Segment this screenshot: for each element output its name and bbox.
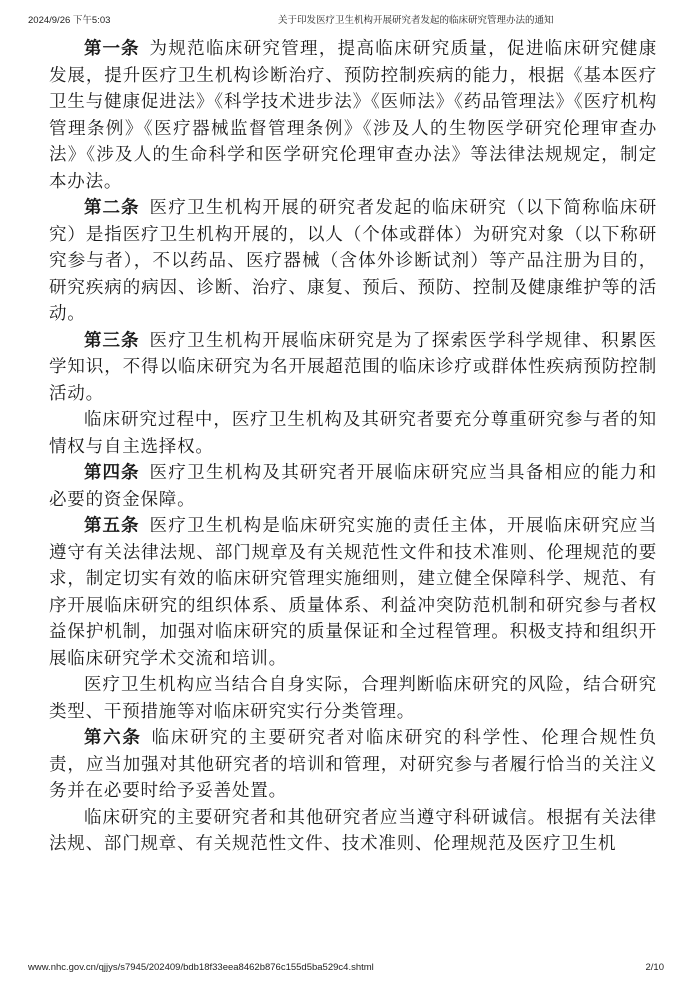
paragraph-text: 临床研究的主要研究者和其他研究者应当遵守科研诚信。根据有关法律法规、部门规章、有关规范性文件、技术准则、伦理规范及医疗卫生机 <box>49 807 657 854</box>
article-text: 为规范临床研究管理，提高临床研究质量，促进临床研究健康发展，提升医疗卫生机构诊断治疗、预防控制疾病的能力，根据《基本医疗卫生与健康促进法》《科学技术进步法》《医师法》《药品管理法》《医疗机构管理条例》《医疗器械监督管理条例》《涉及人的生物医学研究伦理审查办法》《涉及人的生命科学和医学研究伦理审查办法》等法律法规规定，制定本办法。 <box>49 39 657 192</box>
article-4-paragraph <box>49 460 657 513</box>
article-5-paragraph <box>49 513 657 672</box>
article-5-continued-paragraph <box>49 672 657 725</box>
article-text: 医疗卫生机构开展的研究者发起的临床研究（以下简称临床研究）是指医疗卫生机构开展的，以人（个体或群体）为研究对象（以下称研究参与者），不以药品、医疗器械（含体外诊断试剂）等产品注册为目的，研究疾病的病因、诊断、治疗、康复、预后、预防、控制及健康维护等的活动。 <box>49 198 657 324</box>
print-timestamp: 2024/9/26 下午5:03 <box>28 15 111 26</box>
article-text: 医疗卫生机构开展临床研究是为了探索医学科学规律、积累医学知识，不得以临床研究为名开展超范围的临床诊疗或群体性疾病预防控制活动。 <box>49 330 657 404</box>
page-url-link[interactable]: www.nhc.gov.cn/qjjys/s7945/202409/bdb18f33eea8462b876c155d5ba529c4.shtml <box>28 962 374 973</box>
article-6-continued-paragraph <box>49 805 657 858</box>
page-number: 2/10 <box>645 962 664 973</box>
article-heading: 第二条 <box>84 198 140 218</box>
article-heading: 第一条 <box>84 39 140 59</box>
document-body <box>49 36 657 858</box>
article-text: 医疗卫生机构是临床研究实施的责任主体，开展临床研究应当遵守有关法律法规、部门规章及有关规范性文件和技术准则、伦理规范的要求，制定切实有效的临床研究管理实施细则，建立健全保障科学、规范、有序开展临床研究的组织体系、质量体系、利益冲突防范机制和研究参与者权益保护机制，加强对临床研究的质量保证和全过程管理。积极支持和组织开展临床研究学术交流和培训。 <box>49 516 657 669</box>
print-footer <box>28 962 672 976</box>
article-text: 临床研究的主要研究者对临床研究的科学性、伦理合规性负责，应当加强对其他研究者的培训和管理，对研究参与者履行恰当的关注义务并在必要时给予妥善处置。 <box>49 728 657 801</box>
article-1-paragraph <box>49 36 657 195</box>
article-2-paragraph <box>49 195 657 328</box>
article-text: 医疗卫生机构及其研究者开展临床研究应当具备相应的能力和必要的资金保障。 <box>49 463 657 510</box>
article-heading: 第六条 <box>84 728 142 748</box>
article-heading: 第三条 <box>84 330 140 351</box>
print-header <box>28 12 672 26</box>
article-6-paragraph <box>49 725 657 805</box>
article-3-paragraph <box>49 328 657 408</box>
article-heading: 第五条 <box>84 516 140 536</box>
print-page-title: 关于印发医疗卫生机构开展研究者发起的临床研究管理办法的通知 <box>278 15 554 26</box>
paragraph-text: 医疗卫生机构应当结合自身实际，合理判断临床研究的风险，结合研究类型、干预措施等对临床研究实行分类管理。 <box>49 675 657 722</box>
article-3-continued-paragraph <box>49 407 657 460</box>
paragraph-text: 临床研究过程中，医疗卫生机构及其研究者要充分尊重研究参与者的知情权与自主选择权。 <box>49 410 657 457</box>
article-heading: 第四条 <box>84 463 140 483</box>
